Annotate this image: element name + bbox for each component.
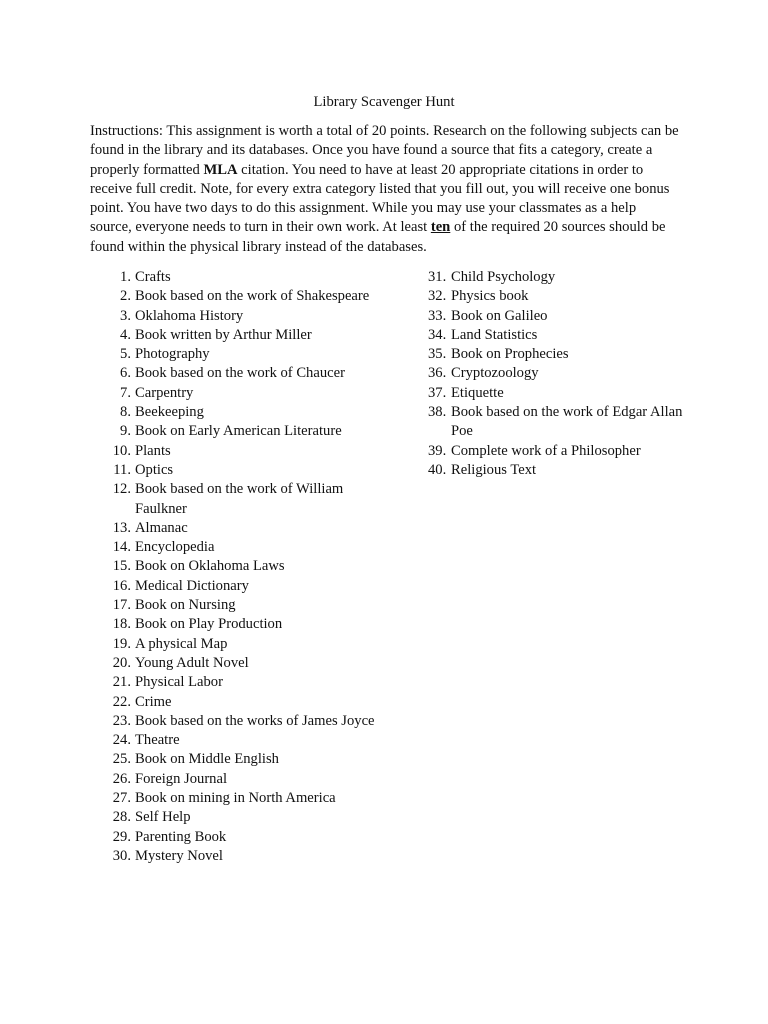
list-item [90,519,380,538]
list-item-number: 33. [428,307,447,324]
list-item [90,693,380,712]
list-item-number: 4. [120,326,131,343]
list-item-text: Young Adult Novel [135,654,249,671]
list-item [90,345,380,364]
instructions-text-1: Instructions: This assignment is worth a total of 20 points. Research on the following subjects can be found in the library and its databases. Once you have found a source that fits a category, create a properly formatted [90,123,679,178]
list-item-number: 2. [120,288,131,305]
list-item-number: 27. [112,790,131,807]
list-item-text: A physical Map [135,635,228,652]
list-item [90,847,380,866]
list-item-text: Book on Middle English [135,751,279,768]
list-item-number: 32. [428,288,447,305]
list-item [90,828,380,847]
list-item-text: Book on mining in North America [135,790,336,807]
list-item-number: 23. [112,712,131,729]
list-item-number: 11. [113,461,131,478]
list-item-text: Carpentry [135,384,194,401]
list-item [90,307,380,326]
instructions-mla-bold: MLA [203,161,238,178]
list-item-text: Theatre [135,732,180,749]
instructions-text-3: of the required 20 sources should be found within the physical library instead of the databases. [90,219,666,255]
list-item [90,364,380,383]
list-item-number: 22. [112,693,131,710]
list-item [90,268,380,287]
list-item [90,770,380,789]
list-item-number: 10. [112,442,131,459]
instructions-text-2: citation. You need to have at least 20 appropriate citations in order to receive full credit. Note, for every extra category listed that you fill out, you will receive one bonus point. You have two days to do this assignment. While you may use your classmates as a help source, everyone needs to turn in their own work. At least [90,161,670,236]
list-item-text: Physics book [451,288,529,305]
list-item [424,461,684,480]
list-item-text: Book on Early American Literature [135,423,342,440]
list-item-text: Book on Play Production [135,616,283,633]
list-item-number: 31. [428,269,447,285]
list-item-text: Mystery Novel [135,847,223,864]
list-item-text: Book on Oklahoma Laws [135,558,285,575]
list-item-number: 40. [428,461,447,478]
list-item [90,789,380,808]
list-item-number: 29. [112,828,131,845]
list-item-number: 21. [112,674,131,691]
list-item-number: 19. [112,635,131,652]
list-item [90,673,380,692]
list-item-number: 8. [120,404,131,421]
list-item-number: 12. [112,481,131,498]
list-item-text: Book based on the work of Shakespeare [135,288,370,305]
list-item-text: Oklahoma History [135,307,244,324]
list-item-number: 39. [428,442,447,459]
list-item-text: Book on Nursing [135,597,236,614]
list-item-number: 1. [120,269,131,285]
list-item-text: Crime [135,693,172,710]
list-item [90,712,380,731]
list-item [90,615,380,634]
list-item [424,307,684,326]
list-item-number: 36. [428,365,447,382]
list-item-number: 20. [112,654,131,671]
category-list-left [90,268,380,866]
list-item [90,326,380,345]
category-list-right [424,268,684,480]
list-item [424,384,684,403]
list-item-text: Self Help [135,809,191,826]
list-item [90,480,380,519]
list-item-text: Complete work of a Philosopher [451,442,641,459]
list-item-text: Parenting Book [135,828,227,845]
list-item [424,326,684,345]
list-item [90,422,380,441]
list-item-text: Beekeeping [135,404,204,421]
list-item-text: Book based on the work of Chaucer [135,365,345,382]
list-item-text: Photography [135,346,210,363]
list-item [424,442,684,461]
list-item [90,577,380,596]
list-item [90,750,380,769]
list-item-number: 7. [120,384,131,401]
list-item-number: 35. [428,346,447,363]
list-item [90,538,380,557]
list-item-number: 30. [112,847,131,864]
list-item-text: Book on Galileo [451,307,548,324]
instructions-paragraph [90,122,680,257]
list-item-text: Religious Text [451,461,537,478]
instructions-ten-emphasis: ten [430,219,451,236]
list-item-text: Almanac [135,519,188,536]
list-item-number: 13. [112,519,131,536]
list-item-number: 17. [112,597,131,614]
list-item-number: 15. [112,558,131,575]
list-item-number: 25. [112,751,131,768]
list-item-number: 34. [428,326,447,343]
list-item-number: 9. [120,423,131,440]
list-item [90,461,380,480]
list-item-number: 3. [120,307,131,324]
list-item-text: Plants [135,442,171,459]
list-item [90,596,380,615]
list-item-text: Book based on the work of Edgar Allan Poe [451,404,683,440]
list-item [90,403,380,422]
list-item-number: 24. [112,732,131,749]
list-item-number: 5. [120,346,131,363]
list-item-text: Book based on the works of James Joyce [135,712,375,729]
list-item-text: Book based on the work of William Faulkner [135,481,344,517]
list-item-text: Foreign Journal [135,770,228,787]
list-item [424,364,684,383]
list-item [90,287,380,306]
list-item-number: 18. [112,616,131,633]
list-item-text: Encyclopedia [135,539,215,556]
document-title: Library Scavenger Hunt [313,94,455,110]
list-item-number: 16. [112,577,131,594]
list-item [90,635,380,654]
list-item-number: 37. [428,384,447,401]
list-item-text: Land Statistics [451,326,538,343]
list-item-number: 28. [112,809,131,826]
list-item-text: Cryptozoology [451,365,539,382]
list-item [90,731,380,750]
list-item [424,287,684,306]
list-item [424,403,684,442]
list-item-text: Optics [135,461,174,478]
list-item-number: 14. [112,539,131,556]
list-item-number: 38. [428,404,447,421]
list-item-text: Book written by Arthur Miller [135,326,312,343]
list-item-text: Child Psychology [451,269,556,285]
list-item-text: Crafts [135,269,171,285]
list-item-number: 26. [112,770,131,787]
list-item [90,654,380,673]
list-item [90,442,380,461]
list-item [90,557,380,576]
list-item [90,808,380,827]
list-item-number: 6. [120,365,131,382]
list-item-text: Book on Prophecies [451,346,569,363]
list-item [90,384,380,403]
list-item-text: Etiquette [451,384,504,401]
list-item [424,345,684,364]
list-item [424,268,684,287]
list-item-text: Physical Labor [135,674,223,691]
list-item-text: Medical Dictionary [135,577,249,594]
